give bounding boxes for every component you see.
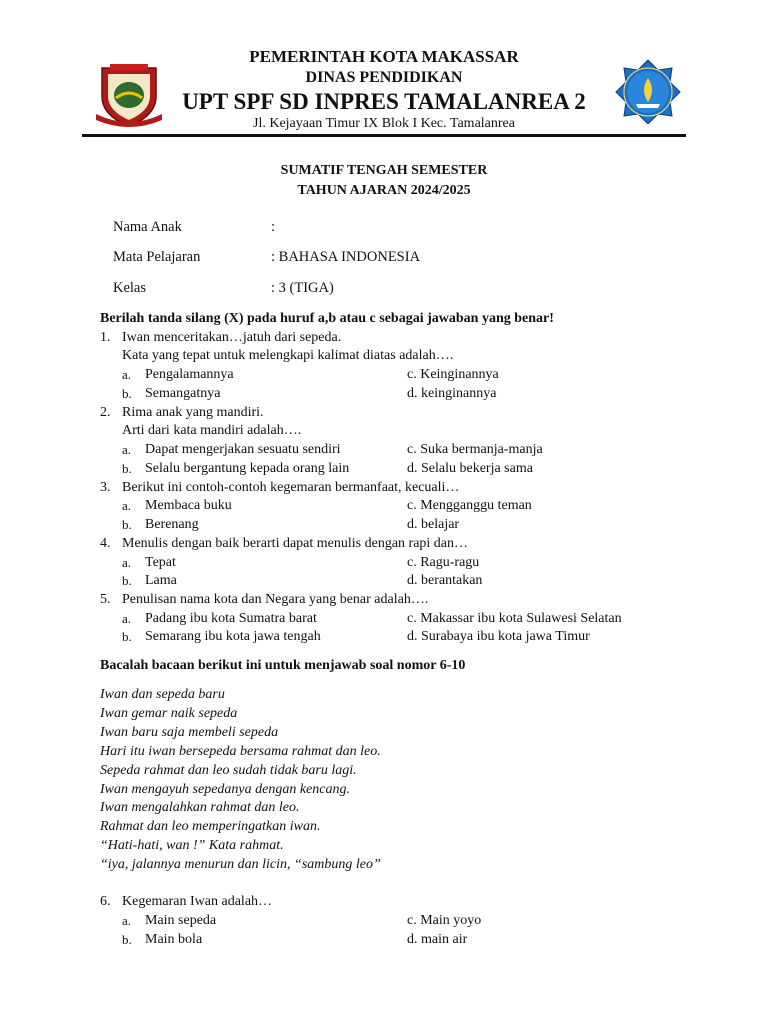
letterhead-divider <box>82 134 686 137</box>
identity-value-class: : 3 (TIGA) <box>271 280 334 296</box>
passage-line: “iya, jalannya menurun dan licin, “sambung leo” <box>100 857 381 872</box>
passage-line: Sepeda rahmat dan leo sudah tidak baru lagi. <box>100 763 357 778</box>
identity-label-subject: Mata Pelajaran <box>113 249 201 265</box>
question-text: Kata yang tepat untuk melengkapi kalimat diatas adalah…. <box>122 348 454 363</box>
option-letter-a: a. <box>122 498 132 513</box>
option-letter-a: a. <box>122 611 132 626</box>
option-b[interactable]: Semangatnya <box>145 386 221 401</box>
identity-value-name: : <box>271 219 276 235</box>
option-d[interactable]: d. Selalu bekerja sama <box>407 461 533 476</box>
option-letter-b: b. <box>122 932 132 947</box>
option-c[interactable]: c. Main yoyo <box>407 913 482 928</box>
question-text: Rima anak yang mandiri. <box>122 405 264 420</box>
identity-label-class: Kelas <box>113 280 147 296</box>
exam-title: SUMATIF TENGAH SEMESTER <box>280 163 488 178</box>
option-letter-b: b. <box>122 461 132 476</box>
passage-line: Iwan gemar naik sepeda <box>100 706 238 721</box>
option-letter-b: b. <box>122 517 132 532</box>
option-letter-b: b. <box>122 573 132 588</box>
question-number: 4. <box>100 536 111 551</box>
option-a[interactable]: Membaca buku <box>145 498 232 513</box>
option-a[interactable]: Padang ibu kota Sumatra barat <box>145 611 317 626</box>
identity-value-subject: : BAHASA INDONESIA <box>271 249 421 265</box>
option-a[interactable]: Main sepeda <box>145 913 217 928</box>
question-text: Penulisan nama kota dan Negara yang benar adalah…. <box>122 592 429 607</box>
question-text: Berikut ini contoh-contoh kegemaran bermanfaat, kecuali… <box>122 480 460 495</box>
option-d[interactable]: d. keinginannya <box>407 386 497 401</box>
question-text: Arti dari kata mandiri adalah…. <box>122 423 302 438</box>
option-letter-a: a. <box>122 367 132 382</box>
option-c[interactable]: c. Ragu-ragu <box>407 555 480 570</box>
option-a[interactable]: Dapat mengerjakan sesuatu sendiri <box>145 442 341 457</box>
option-c[interactable]: c. Keinginannya <box>407 367 499 382</box>
option-c[interactable]: c. Mengganggu teman <box>407 498 532 513</box>
option-letter-b: b. <box>122 629 132 644</box>
option-c[interactable]: c. Suka bermanja-manja <box>407 442 543 457</box>
option-d[interactable]: d. belajar <box>407 517 460 532</box>
option-c[interactable]: c. Makassar ibu kota Sulawesi Selatan <box>407 611 622 626</box>
department-name: DINAS PENDIDIKAN <box>305 69 463 86</box>
school-address: Jl. Kejayaan Timur IX Blok I Kec. Tamalanrea <box>253 116 515 131</box>
option-b[interactable]: Berenang <box>145 517 199 532</box>
question-number: 3. <box>100 480 111 495</box>
question-text: Menulis dengan baik berarti dapat menulis dengan rapi dan… <box>122 536 469 551</box>
option-b[interactable]: Selalu bergantung kepada orang lain <box>145 461 350 476</box>
school-name: UPT SPF SD INPRES TAMALANREA 2 <box>182 89 586 114</box>
option-d[interactable]: d. berantakan <box>407 573 483 588</box>
option-d[interactable]: d. Surabaya ibu kota jawa Timur <box>407 629 590 644</box>
option-a[interactable]: Tepat <box>145 555 176 570</box>
passage-line: Rahmat dan leo memperingatkan iwan. <box>100 819 321 834</box>
passage-line: “Hati-hati, wan !” Kata rahmat. <box>100 838 284 853</box>
reading-heading: Bacalah bacaan berikut ini untuk menjawab soal nomor 6-10 <box>100 658 466 673</box>
question-number: 2. <box>100 405 111 420</box>
question-text: Iwan menceritakan…jatuh dari sepeda. <box>122 330 342 345</box>
passage-line: Iwan dan sepeda baru <box>100 687 225 702</box>
question-text: Kegemaran Iwan adalah… <box>122 894 273 909</box>
identity-label-name: Nama Anak <box>113 219 182 235</box>
passage-line: Hari itu iwan bersepeda bersama rahmat dan leo. <box>100 744 381 759</box>
option-b[interactable]: Lama <box>145 573 177 588</box>
question-number: 1. <box>100 330 111 345</box>
option-b[interactable]: Semarang ibu kota jawa tengah <box>145 629 321 644</box>
passage-line: Iwan baru saja membeli sepeda <box>100 725 279 740</box>
option-letter-b: b. <box>122 386 132 401</box>
exam-year: TAHUN AJARAN 2024/2025 <box>297 183 471 198</box>
option-b[interactable]: Main bola <box>145 932 203 947</box>
passage-line: Iwan mengayuh sepedanya dengan kencang. <box>100 782 350 797</box>
question-number: 5. <box>100 592 111 607</box>
government-name: PEMERINTAH KOTA MAKASSAR <box>249 47 519 66</box>
passage-line: Iwan mengalahkan rahmat dan leo. <box>100 800 300 815</box>
option-a[interactable]: Pengalamannya <box>145 367 234 382</box>
question-number: 6. <box>100 894 111 909</box>
option-letter-a: a. <box>122 913 132 928</box>
option-letter-a: a. <box>122 442 132 457</box>
option-d[interactable]: d. main air <box>407 932 468 947</box>
instruction: Berilah tanda silang (X) pada huruf a,b atau c sebagai jawaban yang benar! <box>100 311 554 326</box>
option-letter-a: a. <box>122 555 132 570</box>
